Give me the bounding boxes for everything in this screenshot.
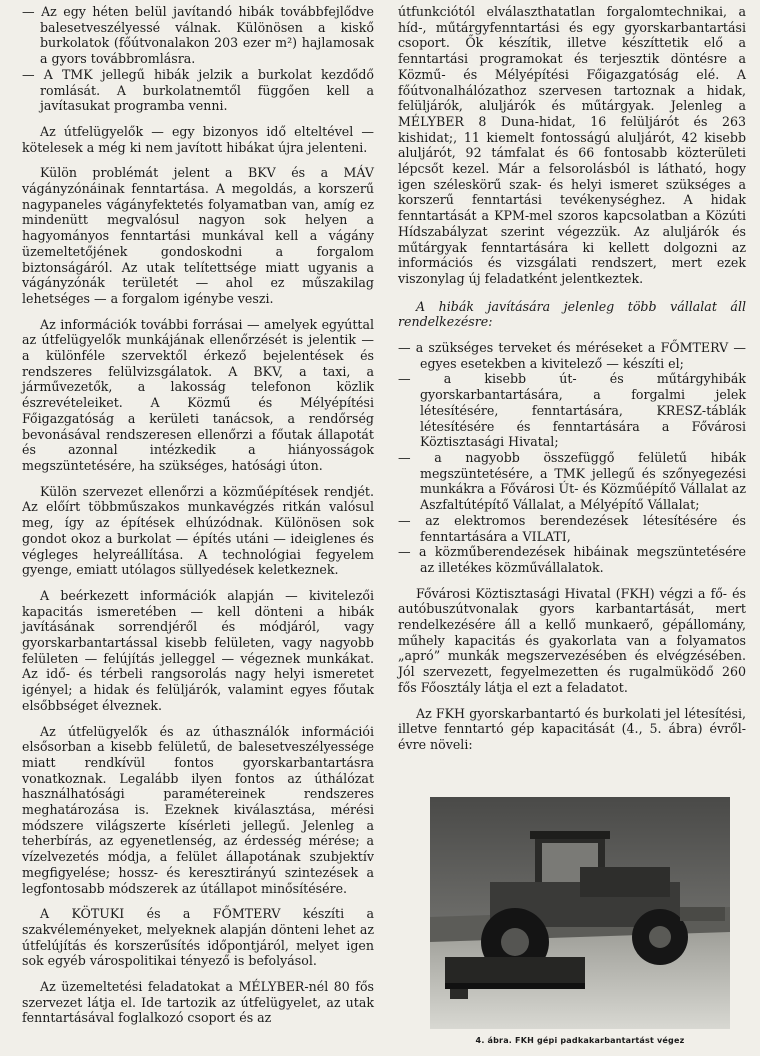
paragraph-continued: útfunkciótól elválaszthatatlan forgalomtechnikai, a híd-, műtárgyfenntartási és egy gyorskarbantartási csoport. Ők készítik, illetve készíttetik elő a fenntartási programokat és terjesztik döntésre a Közmű- és Mélyépítési Főigazgatóság elé. A főútvonalhálózathoz szervesen tartoznak a hidak, felüljárók, aluljárók és műtárgyak. Jelenleg a MÉLYBER 8 Duna-hidat, 16 felüljárót és 263 kishidat;, 11 kiemelt fontosságú aluljárót, 42 kisebb aluljárót, 92 támfalat és 66 fontosabb közterületi lépcsőt kezel. Már a felsorolásból is látható, hogy igen széleskörű szak- és helyi ismeret szükséges a korszerű fenntartási tevékenységhez. A hidak fenntartását a KPM-mel szoros kapcsolatban a Közúti Hídszabályzat szerint végezzük. Az aluljárók és műtárgyak fenntartására ki kellett dolgozni az információs és vizsgálati rendszert, mert ezek viszonylag új feladatként jelentkeztek. (398, 4, 746, 286)
paragraph: Külön problémát jelent a BKV és a MÁV vágányzónáinak fenntartása. A megoldás, a korszerű nagypaneles vágányfektetés folyamatban van, amíg ez mindenütt megvalósul nagyon sok helyen a hagyományos fenntartási munkával kell a vágány üzemeltetőjének gondoskodni a forgalom biztonságáról. Az utak telítettsége miatt ugyanis a vágányzónák területét — ahol ez műszakilag lehetséges — a forgalom igénybe veszi. (22, 165, 374, 306)
dash-item: — Az egy héten belül javítandó hibák továbbfejlődve balesetveszélyessé válnak. Különösen a kiskő burkolatok (főútvonalakon 203 ezer m²) hajlamosak a gyors továbbromlásra. (22, 4, 374, 67)
list-lead: A hibák javítására jelenleg több vállalat áll rendelkezésre: (398, 298, 746, 330)
figure-caption: 4. ábra. FKH gépi padkakarbantartást végez (475, 1036, 685, 1045)
right-column (398, 4, 746, 753)
paragraph: Az útfelügyelők — egy bizonyos idő elteltével — kötelesek a még ki nem javított hibákat újra jelenteni. (22, 123, 374, 155)
paragraph: Fővárosi Köztisztasági Hivatal (FKH) végzi a fő- és autóbuszútvonalak gyors karbantartását, mert rendelkezésére áll a kellő munkaerő, gépállomány, műhely kapacitás és gyakorlata van a folyamatos „apró” munkák megszervezésében és elvégzésében. Jól szervezett, fegyelmezetten és rugalmüködő 260 fős Főosztály látja el ezt a feladatot. (398, 585, 746, 695)
paragraph: A KÖTUKI és a FŐMTERV készíti a szakvéleményeket, melyeknek alapján dönteni lehet az útfelújítás és korszerűsítés időpontjáról, melyet igen sok egyéb várospolitikai tényező is befolyásol. (22, 906, 374, 969)
dash-item: — a szükséges terveket és méréseket a FŐMTERV — egyes esetekben a kivitelező — készíti el; (398, 340, 746, 371)
paragraph: Az útfelügyelők és az úthasználók információi elsősorban a kisebb felületű, de balesetveszélyessége miatt rendkívül fontos gyorskarbantartásra vonatkoznak. Legalább ilyen fontos az úthálózat használhatósági paramétereinek rendszeres meghatározása is. Ezeknek kiválasztása, mérési módszere világszerte kísérleti jellegű. Jelenleg a teherbírás, az egyenetlenség, az érdesség mérése; a vízelvezetés módja, a felület állapotának szubjektív megfigyelése; hossz- és keresztirányú szintezések a legfontosabb módszerek az útállapot minősítésére. (22, 723, 374, 896)
dash-item: — a közműberendezések hibáinak megszüntetésére az illetékes közművállalatok. (398, 544, 746, 575)
left-column (22, 4, 374, 1026)
paragraph: Az információk további forrásai — amelyek egyúttal az útfelügyelők munkájának ellenőrzését is jelentik — a különféle szervektől érkező bejelentések és rendszeres felülvizsgálatok. A BKV, a taxi, a járművezetők, a lakosság telefonon közlik észrevételeiket. A Közmű és Mélyépítési Főigazgatóság a kerületi tanácsok, a rendőrség bevonásával rendszeresen ellenőrzi a főutak állapotát és azonnal intézkedik a hiányosságok megszüntetésére, ha szükséges, hatósági úton. (22, 316, 374, 473)
paragraph: Az FKH gyorskarbantartó és burkolati jel létesítési, illetve fenntartó gép kapacitását (4., 5. ábra) évről-évre növeli: (398, 705, 746, 752)
paragraph: Külön szervezet ellenőrzi a közműépítések rendjét. Az előírt többműszakos munkavégzés ritkán valósul meg, így az építések elhúzódnak. Különösen sok gondot okoz a burkolat — építés utáni — ideiglenes és végleges helyreállítása. A technológiai fegyelem gyenge, emiatt utólagos süllyedések keletkeznek. (22, 483, 374, 578)
dash-item: — a nagyobb összefüggő felületű hibák megszüntetésére, a TMK jellegű és szőnyegezési munkákra a Fővárosi Út- és Közműépítő Vállalat az Aszfaltútépítő Vállalat, a Mélyépítő Vállalat; (398, 449, 746, 513)
paragraph: A beérkezett információk alapján — kivitelezői kapacitás ismeretében — kell dönteni a hibák javításának sorrendjéről és módjáról, vagy gyorskarbantartással kisebb felületen, vagy nagyobb felületen — felújítás jelleggel — végeznek munkákat. Az idő- és térbeli rangsorolás nagy helyi ismeretet igényel; a hidak és felüljárók, valamint egyes főutak elsőbbséget élveznek. (22, 587, 374, 713)
figure-photo (430, 797, 730, 1029)
dash-item: — a kisebb út- és műtárgyhibák gyorskarbantartására, a forgalmi jelek létesítésére, fenntartására, KRESZ-táblák létesítésére és fenntartására a Fővárosi Köztisztasági Hivatal; (398, 371, 746, 450)
dash-item: — A TMK jellegű hibák jelzik a burkolat kezdődő romlását. A burkolatnemtől függően kell a javítasukat programba venni. (22, 66, 374, 114)
dash-item: — az elektromos berendezések létesítésére és fenntartására a VILATI, (398, 512, 746, 544)
paragraph: Az üzemeltetési feladatokat a MÉLYBER-nél 80 fős szervezet látja el. Ide tartozik az útfelügyelet, az utak fenntartásával foglalkozó csoport és az (22, 979, 374, 1026)
tractor-photo-illustration (430, 797, 730, 1029)
